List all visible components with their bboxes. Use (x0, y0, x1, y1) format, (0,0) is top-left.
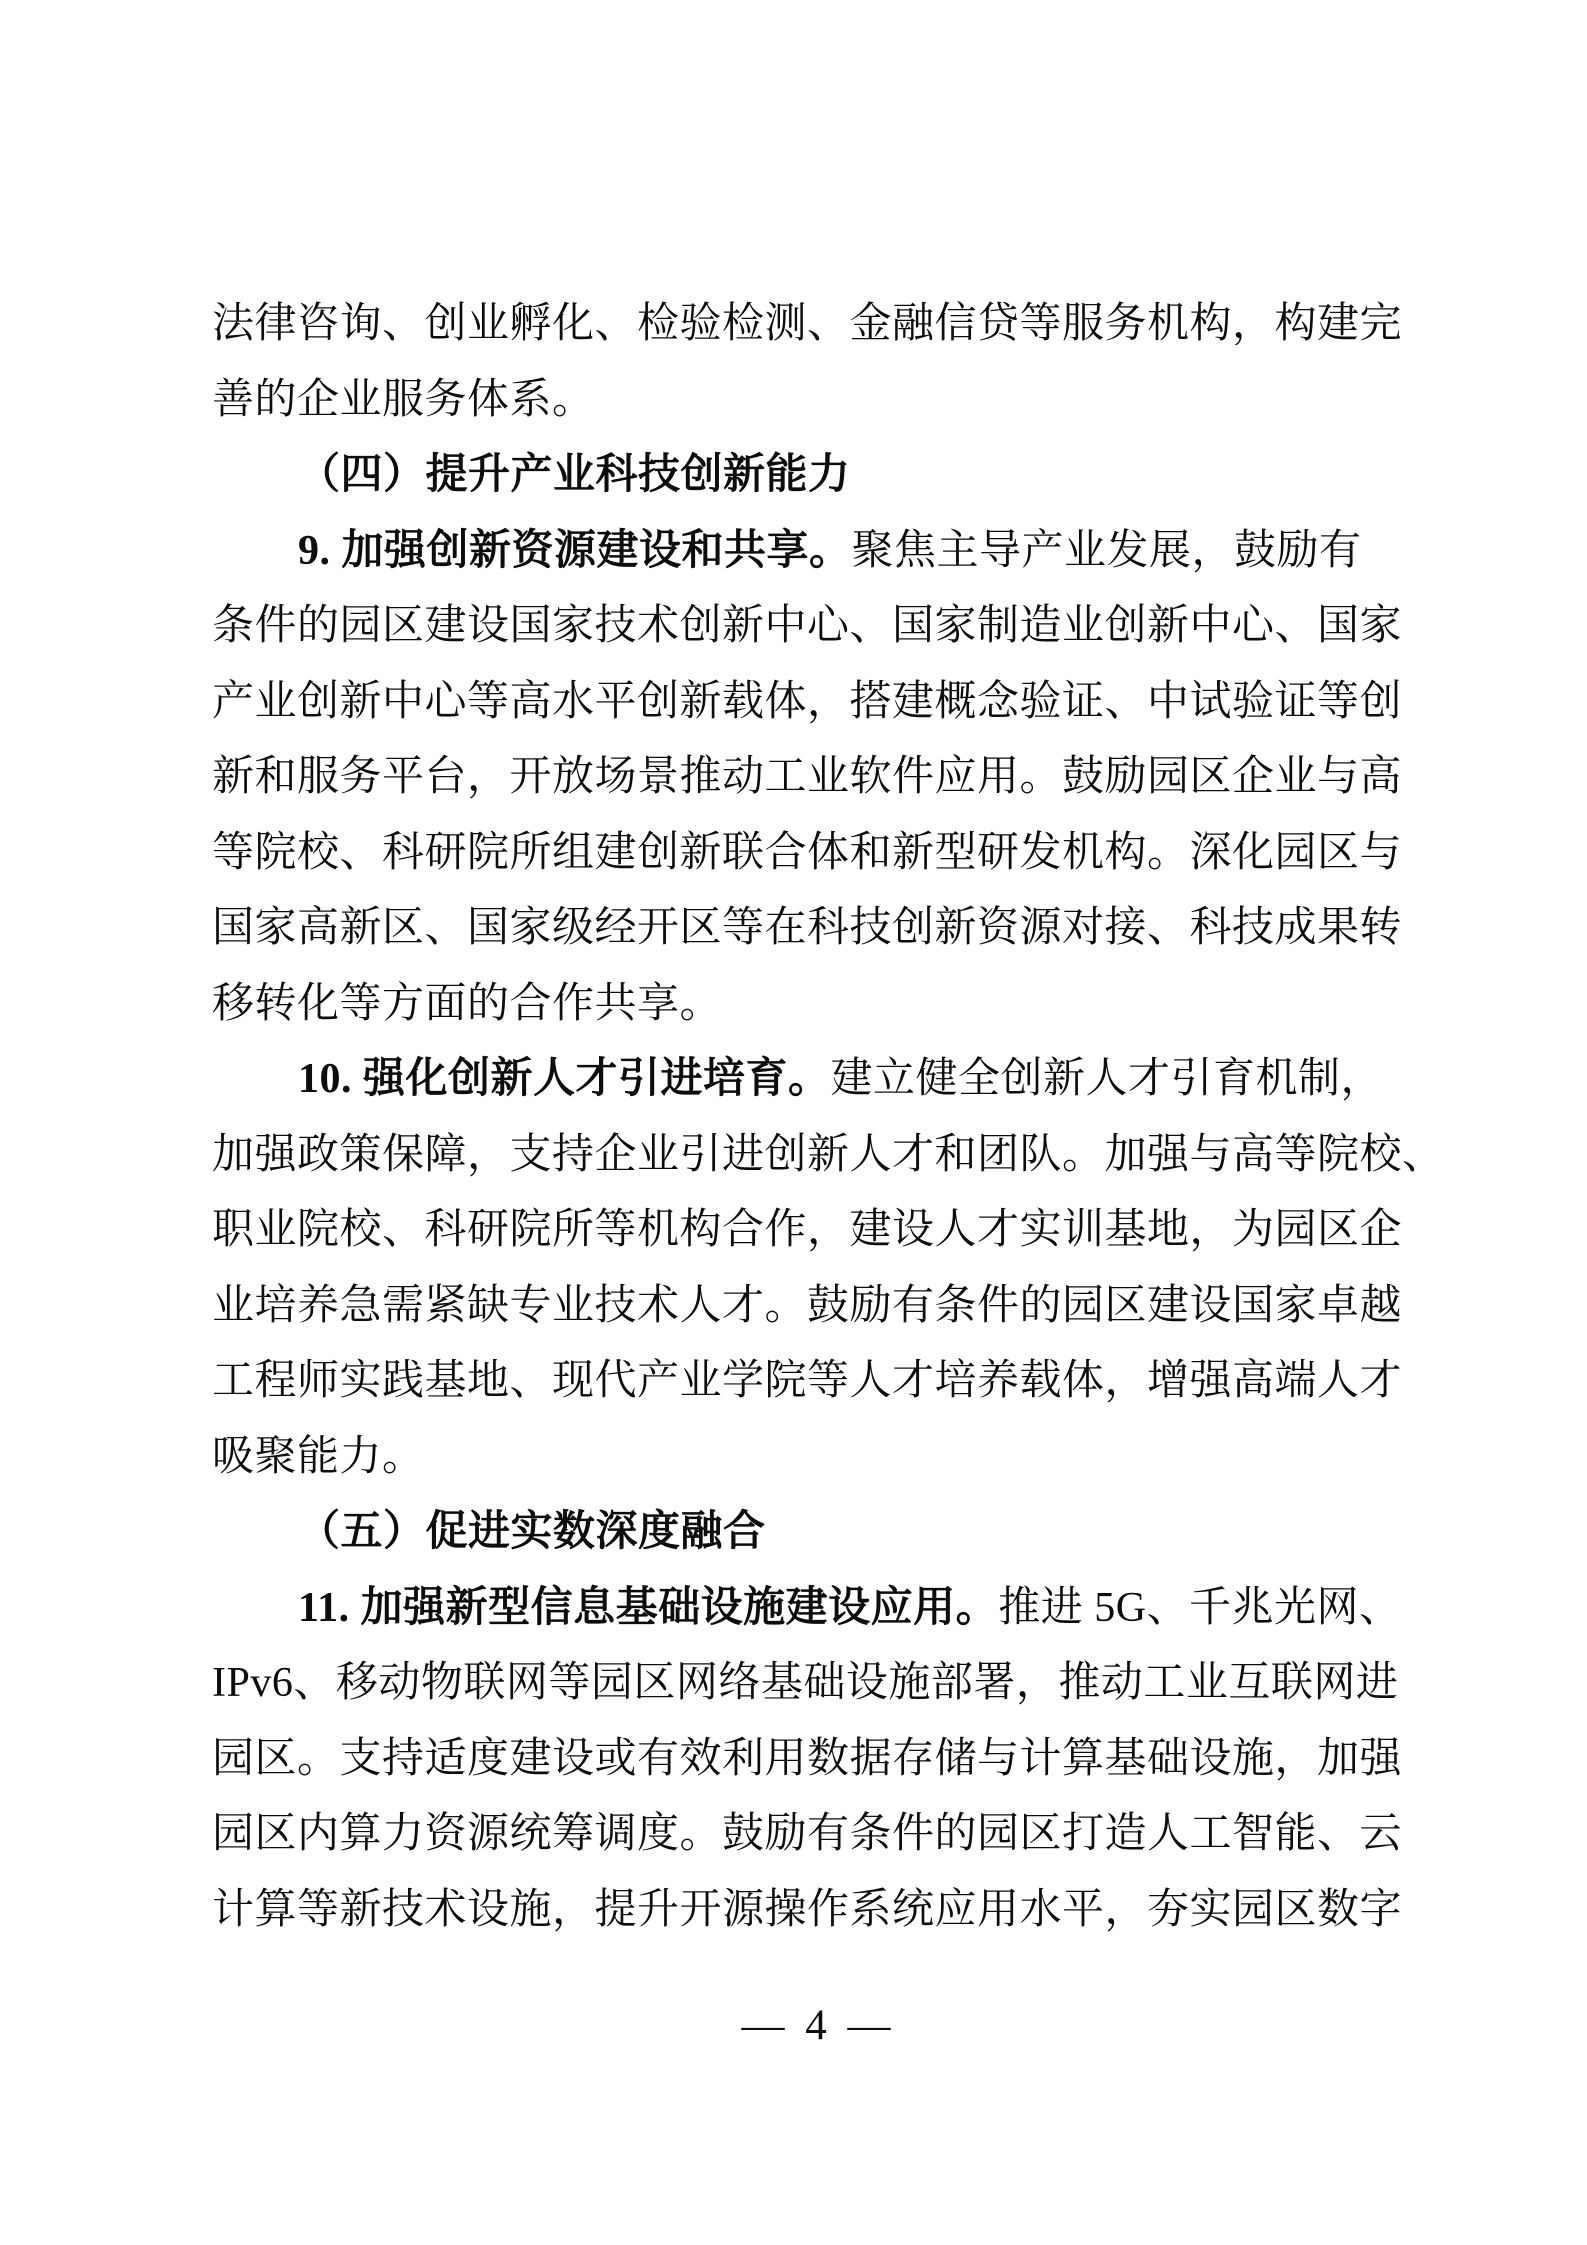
line-regular-text: 职业院校、科研院所等机构合作，建设人才实训基地，为园区企 (212, 1207, 1403, 1253)
document-body (212, 287, 1445, 1948)
body-line (212, 1269, 1403, 1345)
line-regular-text: 法律咨询、创业孵化、检验检测、金融信贷等服务机构，构建完 (212, 301, 1403, 347)
line-regular-text: 业培养急需紧缺专业技术人才。鼓励有条件的园区建设国家卓越 (212, 1282, 1403, 1329)
section-heading (212, 438, 1392, 514)
section-heading (212, 1495, 1392, 1571)
line-regular-text: 建立健全创新人才引育机制， (830, 1056, 1384, 1102)
body-line (212, 1193, 1403, 1269)
line-regular-text: 吸聚能力。 (212, 1433, 425, 1480)
line-regular-text: 产业创新中心等高水平创新载体，搭建概念验证、中试验证等创 (212, 678, 1403, 725)
line-bold-text: 11. 加强新型信息基础设施建设应用。 (298, 1584, 999, 1631)
line-regular-text: 计算等新技术设施，提升开源操作系统应用水平，夯实园区数字 (212, 1886, 1403, 1933)
line-regular-text: 等院校、科研院所组建创新联合体和新型研发机构。深化园区与 (212, 829, 1403, 876)
line-bold-text: 10. 强化创新人才引进培育。 (298, 1056, 831, 1102)
page-number: — 4 — (741, 2002, 896, 2049)
body-line (212, 891, 1403, 967)
body-line (212, 1344, 1403, 1420)
body-line (212, 1722, 1403, 1798)
body-line (212, 1646, 1399, 1722)
body-line (212, 665, 1403, 741)
body-line (212, 1571, 1402, 1647)
body-line (212, 363, 1392, 439)
body-line (212, 1797, 1403, 1873)
body-line (212, 1042, 1392, 1118)
line-regular-text: 园区。支持适度建设或有效利用数据存储与计算基础设施，加强 (212, 1735, 1403, 1782)
body-line (212, 1873, 1403, 1949)
line-regular-text: 聚焦主导产业发展，鼓励有 (851, 527, 1362, 574)
body-line (212, 589, 1403, 665)
body-line (212, 514, 1392, 590)
body-line (212, 287, 1403, 363)
line-regular-text: 工程师实践基地、现代产业学院等人才培养载体，增强高端人才 (212, 1358, 1403, 1404)
body-line (212, 1420, 1392, 1496)
body-line (212, 1118, 1445, 1194)
line-bold-text: 9. 加强创新资源建设和共享。 (298, 527, 852, 574)
body-line (212, 967, 1392, 1043)
line-regular-text: IPv6、移动物联网等园区网络基础设施部署，推动工业互联网进 (212, 1660, 1399, 1706)
line-regular-text: 园区内算力资源统筹调度。鼓励有条件的园区打造人工智能、云 (212, 1811, 1403, 1857)
line-regular-text: 新和服务平台，开放场景推动工业软件应用。鼓励园区企业与高 (212, 754, 1403, 800)
line-bold-text: （五）促进实数深度融合 (298, 1509, 766, 1555)
body-line (212, 816, 1403, 892)
line-regular-text: 推进 5G、千兆光网、 (998, 1584, 1402, 1631)
body-line (212, 740, 1403, 816)
line-bold-text: （四）提升产业科技创新能力 (298, 452, 851, 498)
line-regular-text: 移转化等方面的合作共享。 (212, 980, 723, 1027)
line-regular-text: 国家高新区、国家级经开区等在科技创新资源对接、科技成果转 (212, 905, 1403, 951)
line-regular-text: 善的企业服务体系。 (212, 376, 595, 423)
line-regular-text: 加强政策保障，支持企业引进创新人才和团队。加强与高等院校、 (212, 1131, 1445, 1178)
line-regular-text: 条件的园区建设国家技术创新中心、国家制造业创新中心、国家 (212, 603, 1403, 649)
